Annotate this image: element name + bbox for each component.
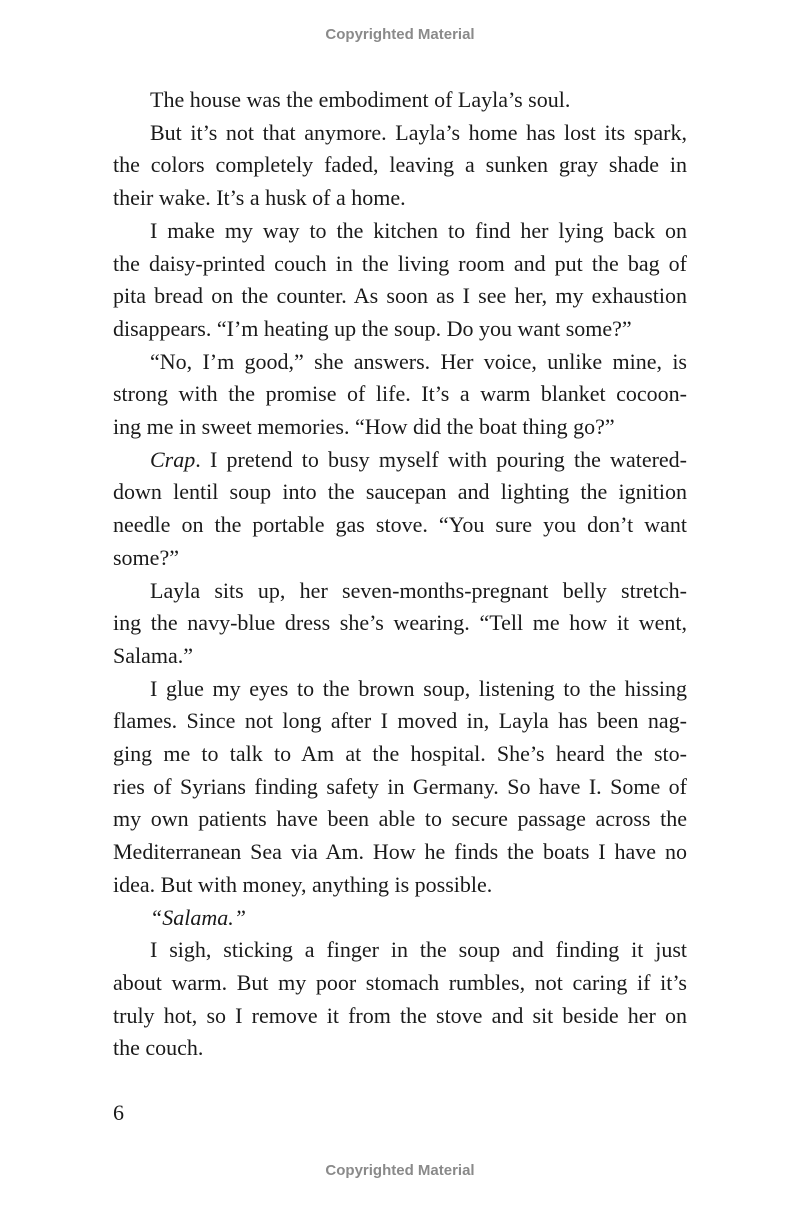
text-line: idea. But with money, anything is possible.	[113, 871, 493, 897]
text-line: down lentil soup into the saucepan and lighting the ignition	[113, 479, 687, 505]
text-line: truly hot, so I remove it from the stove and sit beside her on	[113, 1002, 687, 1028]
text-line: strong with the promise of life. It’s a warm blanket cocoon-	[113, 381, 687, 407]
text-line: The house was the embodiment of Layla’s soul.	[150, 87, 571, 112]
text-line: ing me in sweet memories. “How did the boat thing go?”	[113, 414, 615, 440]
text-line: their wake. It’s a husk of a home.	[113, 185, 406, 211]
text-line: Layla sits up, her seven-months-pregnant belly stretch-	[150, 577, 687, 603]
copyright-header: Copyrighted Material	[325, 26, 475, 43]
text-line: the couch.	[113, 1035, 204, 1061]
italic-word: Crap	[150, 446, 196, 472]
copyright-footer: Copyrighted Material	[325, 1162, 475, 1179]
text-line: “Salama.”	[150, 904, 246, 930]
text-line: Salama.”	[113, 642, 194, 668]
text-line: I make my way to the kitchen to find her lying back on	[150, 217, 687, 243]
text-line: ing the navy-blue dress she’s wearing. “Tell me how it went,	[113, 610, 687, 636]
text-line: I glue my eyes to the brown soup, listening to the hissing	[150, 675, 687, 701]
text-line: flames. Since not long after I moved in, Layla has been nag-	[113, 708, 687, 734]
page-number: 6	[113, 1100, 124, 1125]
text-line: my own patients have been able to secure passage across the	[113, 806, 687, 832]
text-line: ries of Syrians finding safety in Germany. So have I. Some of	[113, 773, 687, 799]
text-line: Mediterranean Sea via Am. How he finds the boats I have no	[113, 839, 687, 865]
text-line: I sigh, sticking a finger in the soup and finding it just	[150, 937, 687, 963]
text-line: about warm. But my poor stomach rumbles, not caring if it’s	[113, 969, 687, 995]
text-line: But it’s not that anymore. Layla’s home has lost its spark,	[150, 119, 687, 145]
text-line	[113, 444, 687, 477]
text-line: “No, I’m good,” she answers. Her voice, unlike mine, is	[150, 348, 687, 374]
text-line: needle on the portable gas stove. “You sure you don’t want	[113, 512, 687, 538]
text-line: some?”	[113, 544, 179, 570]
text-line: the daisy-printed couch in the living room and put the bag of	[113, 250, 687, 276]
text-line: ging me to talk to Am at the hospital. She’s heard the sto-	[113, 741, 687, 767]
text-line: the colors completely faded, leaving a sunken gray shade in	[113, 152, 687, 178]
text-line: pita bread on the counter. As soon as I see her, my exhaustion	[113, 283, 687, 309]
text-line: disappears. “I’m heating up the soup. Do you want some?”	[113, 315, 632, 341]
body-text	[113, 84, 687, 1065]
text-fragment: . I pretend to busy myself with pouring the watered-	[195, 446, 687, 472]
